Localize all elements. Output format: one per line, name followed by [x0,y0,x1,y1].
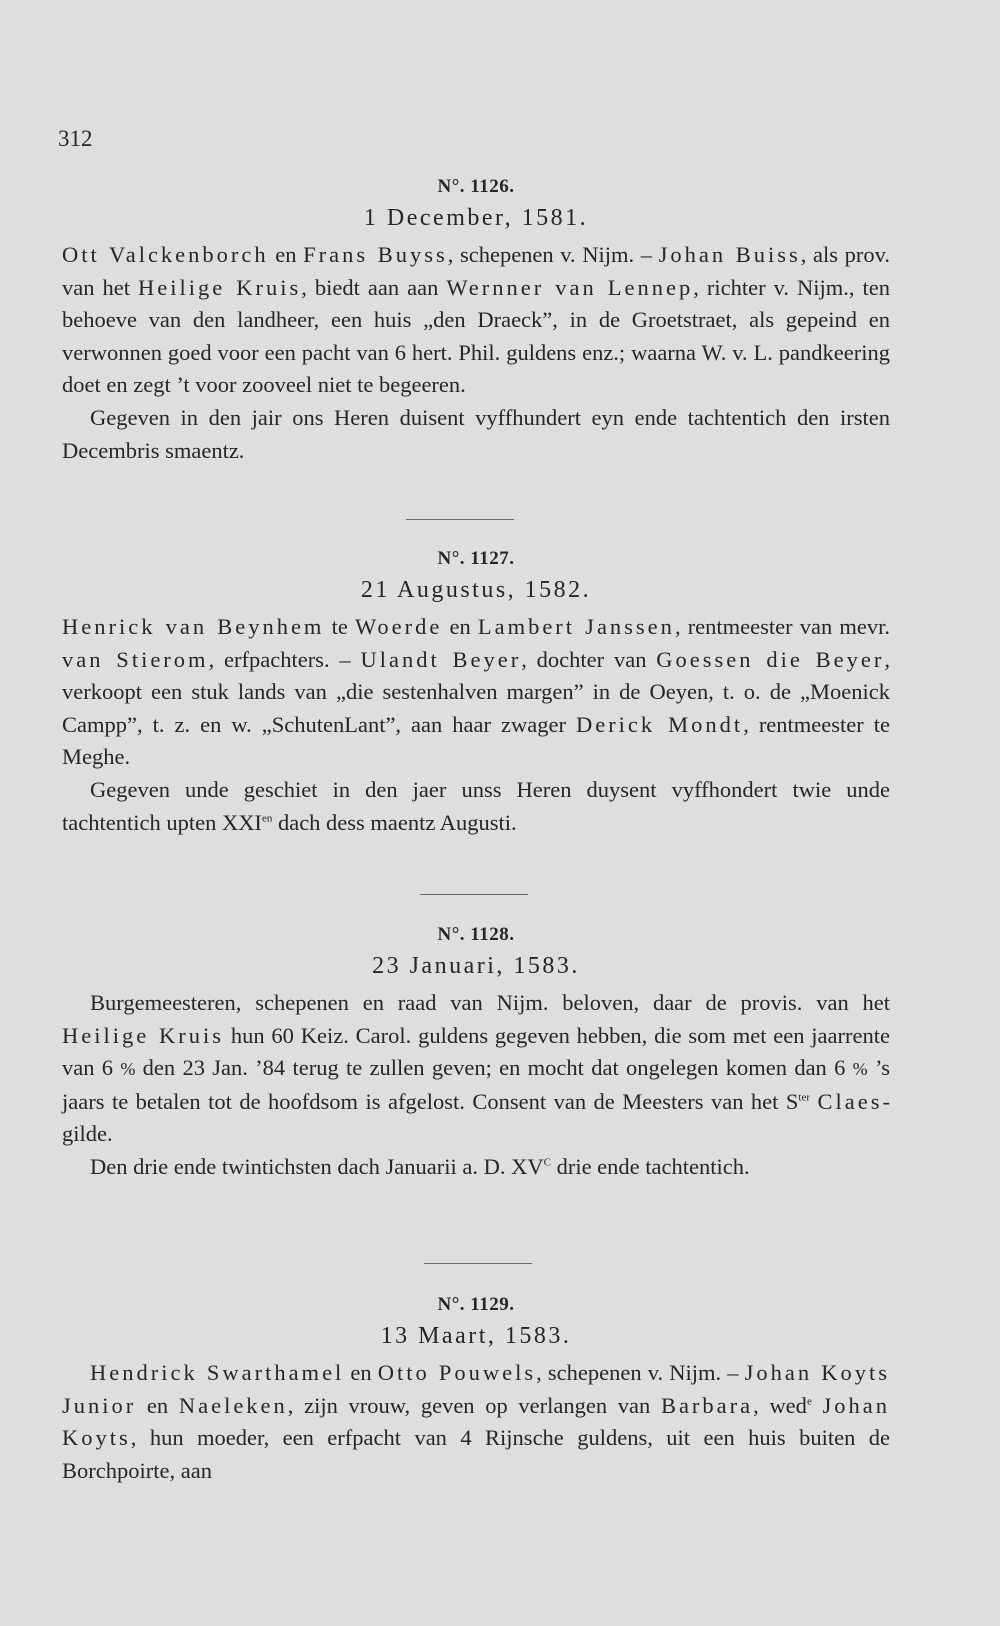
entry-1127 [62,544,890,839]
person-name: Lambert Janssen [477,614,675,639]
person-name: Johan Koyts [62,1392,890,1451]
person-name: Claes [817,1088,883,1114]
text-run: te [324,614,355,639]
institution-name: Heilige Kruis [62,1022,225,1048]
person-name: Henrick van Beynhem [62,614,325,639]
text-run: -gilde. [62,1088,891,1147]
text-run [810,1089,817,1114]
person-name: Johan Koyts Junior [62,1360,891,1418]
superscript: C [543,1156,551,1169]
text-run: en [442,614,478,639]
person-name: Naeleken [178,1392,288,1418]
person-name: Ott Valckenborch [62,242,269,267]
person-name: Goessen die Beyer [656,646,885,672]
entry-number: N°. 1126. [437,176,515,197]
text-run: , verkoopt een stuk lands van „die sestenhalven margen” in de Oeyen, t. o. de „Moenick Campp”, t. z. en w. „SchutenLant”, aan haar zwager [62,646,890,737]
entry-summary [62,611,890,774]
text-run: , rentmeester te Meghe. [62,711,890,770]
text-run: , biedt aan aan [301,274,447,300]
entry-body [62,1357,890,1487]
text-run: , schepenen v. Nijm. – [536,1360,745,1385]
text-run: , schepenen v. Nijm. – [447,242,659,267]
text-run: , richter v. Nijm., ten behoeve van den landheer, een huis „den Draeck”, in de Groetstraet, als gepeind en verwonnen goed voor een pacht van 6 hert. Phil. guldens enz.; waarna W. v. L. pandkeering doet en zegt ’t voor zooveel niet te begeeren. [62,274,890,398]
text-run: den 23 Jan. ’84 terug te zullen geven; en mocht dat ongelegen komen dan 6 [135,1055,853,1081]
institution-name: Heilige Kruis [138,274,302,300]
person-name: Ulandt Beyer [360,646,522,672]
entry-date: 23 Januari, 1583. [372,953,580,979]
entry-body [62,987,890,1184]
superscript: en [261,812,273,825]
section-divider [424,1263,532,1264]
percent-sign: % [120,1059,136,1080]
person-name: Wernner van Lennep [446,274,694,300]
superscript: e [806,1395,812,1408]
text-run: dach dess maentz Augusti. [272,809,517,835]
section-divider [406,519,514,520]
entry-quote: Gegeven in den jair ons Heren duisent vyffhundert eyn ende tachtentich den irsten Decembris smaentz. [62,404,890,463]
text-run: , erfpachters. – [208,646,361,672]
text-run: en [136,1392,179,1418]
section-divider [420,894,528,895]
person-name: Derick Mondt [575,711,744,737]
text-run [812,1393,823,1418]
entry-quote [62,1151,890,1184]
entry-summary [62,987,890,1151]
entry-number: N°. 1128. [437,924,515,945]
superscript: ter [798,1091,811,1104]
person-name: Johan Buiss [658,242,801,267]
person-name: Hendrick Swarthamel [90,1360,345,1385]
person-name: Frans Buyss [303,242,448,267]
entry-date: 1 December, 1581. [363,205,589,231]
entry-quote [62,774,890,839]
entry-1129 [62,1290,890,1487]
text-run: en [344,1360,378,1385]
entry-number: N°. 1127. [437,548,515,569]
entry-number: N°. 1129. [437,1294,515,1315]
entry-summary [62,239,890,402]
percent-sign: % [852,1059,868,1080]
text-run: drie ende tachtentich. [550,1153,750,1179]
entry-date: 21 Augustus, 1582. [360,577,592,603]
text-run: en [268,242,304,267]
page-number: 312 [58,126,93,151]
text-run: Gegeven unde geschiet in den jaer unss Heren duysent vyffhondert twie unde tachtentich upten XXI [62,776,890,835]
entry-summary [62,1357,890,1487]
entry-1128 [62,920,890,1184]
person-name: Barbara [660,1392,754,1418]
entry-body [62,611,890,839]
person-name: van Stierom [62,646,209,672]
text-run: , hun moeder, een erfpacht van 4 Rijnsche guldens, uit een huis buiten de Borchpoirte, aan [62,1425,890,1483]
entry-1126 [62,172,890,467]
text-run: Den drie ende twintichsten dach Januarii a. D. XV [90,1153,544,1179]
text-run: , wed [753,1392,807,1418]
text-run: Burgemeesteren, schepenen en raad van Nijm. beloven, daar de provis. van het [90,990,890,1015]
text-run: , zijn vrouw, geven op verlangen van [287,1392,661,1418]
text-run: , rentmeester van mevr. [674,614,890,639]
person-name: Otto Pouwels [377,1360,537,1385]
place-name: Woerde [354,614,443,639]
text-run: , als prov. van het [62,242,890,300]
text-run: hun 60 Keiz. Carol. guldens gegeven hebben, die som met een jaarrente van 6 [62,1022,890,1081]
entry-date: 13 Maart, 1583. [380,1323,572,1349]
text-run: , dochter van [521,646,657,672]
entry-body [62,239,890,467]
text-run: ’s jaars te betalen tot de hoofdsom is afgelost. Consent van de Meesters van het S [62,1055,890,1114]
